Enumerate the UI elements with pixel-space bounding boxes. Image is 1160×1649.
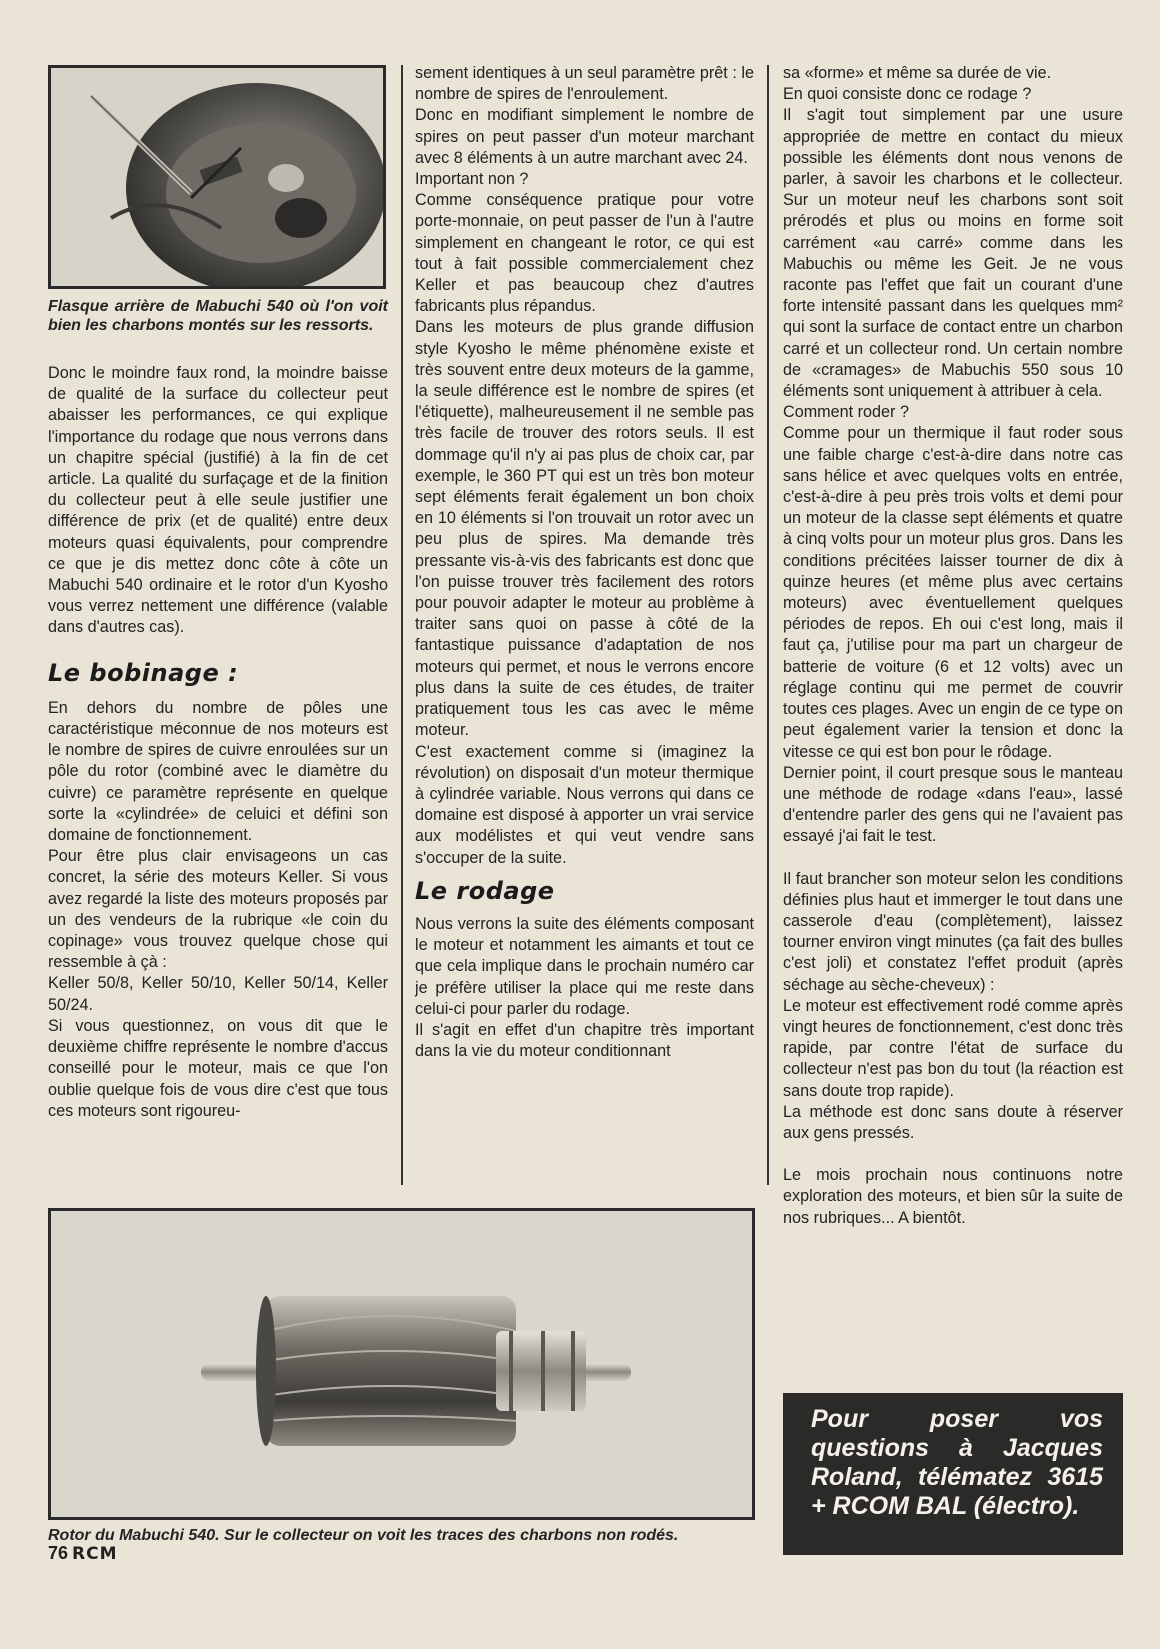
end-bell-caption: Flasque arrière de Mabuchi 540 où l'on voit bien les charbons montés sur les ressorts. [48, 298, 388, 334]
section-heading-rodage: Le rodage [415, 876, 555, 905]
paragraph: Nous verrons la suite des éléments composant le moteur et notamment les aimants et tout ce que cela implique dans le prochain numéro car je préfère utiliser la place qui me reste dans celui-ci pour parler du rodage. [415, 914, 754, 1018]
contact-info-box [783, 1393, 1123, 1555]
page-number: 76 [48, 1543, 69, 1563]
paragraph: Il s'agit tout simplement par une usure appropriée de mettre en contact du mieux possible les éléments dont nous venons de parler, à savoir les charbons et le collecteur. Sur un moteur neuf les charbons sont soit prérodés et plus ou moins en forme soit carrément «au carré» comme dans les Mabuchis ou même les Geit. Je ne vous raconte pas l'effet que fait un courant d'une forte intensité passant dans les quelques mm² qui sont la surface de contact entre un charbon carré et un collecteur rond. Un certain nombre de «cramages» de Mabuchis 550 sous 10 éléments sont uniquement à attribuer à cela. [783, 106, 1123, 401]
paragraph: Important non ? [415, 170, 529, 189]
paragraph: C'est exactement comme si (imaginez la révolution) on disposait d'un moteur thermique à cylindrée variable. Nous verrons qui dans ce domaine est disposé à apporter un vrai service aux modélistes et qui veut vendre sans s'occuper de la suite. [415, 742, 754, 867]
paragraph: Le moteur est effectivement rodé comme après vingt heures de fonctionnement, c'est donc très rapide, par contre l'état de surface du collecteur n'est pas bon du tout (la réaction est sans doute trop rapide). [783, 996, 1123, 1100]
column-2 [415, 63, 754, 1062]
paragraph: Il faut brancher son moteur selon les conditions définies plus haut et immerger le tout dans une casserole d'eau (complètement), laissez tourner environ vingt minutes (ça fait des bulles c'est joli) et constatez l'effet produit (après séchage au sèche-cheveux) : [783, 869, 1123, 994]
paragraph: Dernier point, il court presque sous le manteau une méthode de rodage «dans l'eau», lassé d'entendre parler des gens qui ne l'avaient pas essayé j'ai fait le test. [783, 763, 1123, 846]
rotor-photo [48, 1208, 755, 1520]
spacer [783, 848, 1123, 869]
contact-info-text: Pour poser vos questions à Jacques Roland, télématez 3615 + RCOM BAL (électro). [811, 1405, 1103, 1520]
end-bell-image [51, 68, 383, 286]
paragraph: En quoi consiste donc ce rodage ? [783, 85, 1032, 104]
rotor-image [51, 1211, 752, 1517]
magazine-logo: RCM [72, 1544, 118, 1564]
paragraph: Comme conséquence pratique pour votre porte-monnaie, on peut passer de l'un à l'autre simplement en changeant le rotor, ce qui est tout à fait possible commercialement chez Keller et pas beaucoup chez d'autres fabricants plus répandus. [415, 191, 754, 316]
paragraph: Donc en modifiant simplement le nombre de spires on peut passer d'un moteur marchant avec 8 éléments à un autre marchant avec 24. [415, 106, 754, 167]
paragraph: Comme pour un thermique il faut roder sous une faible charge c'est-à-dire dans notre cas sans hélice et avec quelques volts en entrée, c'est-à-dire à peu près trois volts et demi pour un moteur de la classe sept éléments et quatre à cinq volts pour un moteur plus gros. Dans les conditions précitées laisser tourner de dix à quinze heures (et même plus avec certains moteurs) avec éventuellement quelques périodes de repos. Eh oui c'est long, mais il faut ça, j'utilise pour ma part un chargeur de batterie de voiture (6 et 12 volts) avec un réglage continu qui me permet de couvrir toutes ces plages. Avec un engin de ce type on peut également varier la tension et donc la vitesse ce qui est bon pour le rôdage. [783, 424, 1123, 761]
column-1 [48, 363, 388, 1122]
paragraph: Le mois prochain nous continuons notre exploration des moteurs, et bien sûr la suite de nos rubriques... A bientôt. [783, 1166, 1123, 1227]
spacer [783, 1144, 1123, 1165]
paragraph: sa «forme» et même sa durée de vie. [783, 64, 1052, 82]
paragraph: La méthode est donc sans doute à réserver aux gens pressés. [783, 1102, 1123, 1142]
paragraph: sement identiques à un seul paramètre prêt : le nombre de spires de l'enroulement. [415, 64, 754, 104]
section-heading-bobinage: Le bobinage : [48, 658, 239, 687]
rotor-caption: Rotor du Mabuchi 540. Sur le collecteur on voit les traces des charbons non rodés. [48, 1527, 679, 1544]
page-footer [48, 1543, 118, 1564]
paragraph: Il s'agit en effet d'un chapitre très important dans la vie du moteur conditionnant [415, 1020, 754, 1061]
paragraph: Donc le moindre faux rond, la moindre baisse de qualité de la surface du collecteur peut abaisser les performances, ce qui explique l'importance du rodage que nous verrons dans un chapitre spécial (justifié) à la fin de cet article. La qualité du surfaçage et de la finition du collecteur peut à elle seule justifier une différence de prix (et de qualité) entre deux moteurs quasi équivalents, pour comprendre ce que je dis mettez donc côte à côte un Mabuchi 540 ordinaire et le rotor d'un Kyosho vous verrez nettement une différence (valable dans d'autres cas). [48, 364, 388, 637]
paragraph: En dehors du nombre de pôles une caractéristique méconnue de nos moteurs est le nombre de spires de cuivre enroulées sur un pôle du rotor (combiné avec le diamètre du cuivre) ce paramètre représente en quelque sorte la «cylindrée» de celuici et défini son domaine de fonctionnement. [48, 698, 388, 845]
paragraph: Keller 50/8, Keller 50/10, Keller 50/14, Keller 50/24. [48, 974, 388, 1014]
end-bell-photo [48, 65, 386, 289]
column-divider [401, 65, 403, 1185]
paragraph: Dans les moteurs de plus grande diffusion style Kyosho le même phénomène existe et très souvent entre deux moteurs de la gamme, la seule différence est le nombre de spires (et l'étiquette), malheureusement il ne semble pas très facile de trouver des rotors seuls. Il est dommage qu'il n'y ai pas plus de choix car, par exemple, le 360 PT qui est un très bon moteur sept éléments ferait également un bon choix en 10 éléments si l'on trouvait un rotor avec un peu plus de spires. Ma demande très pressante vis-à-vis des fabricants est donc que l'on puisse trouver très facilement des rotors pour pouvoir adapter le moteur au problème à traiter sans quoi on passe à côté de la fantastique puissance d'adaptation de nos moteurs qui permet, et nous le verrons encore plus dans la suite de ces études, de traiter pratiquement tous les cas avec le même moteur. [415, 318, 754, 740]
column-3 [783, 63, 1123, 1229]
paragraph: Pour être plus clair envisageons un cas concret, la série des moteurs Keller. Si vous avez regardé la liste des moteurs proposés par un des vendeurs de la rubrique «le coin du copinage» vous trouvez quelque chose qui ressemble à çà : [48, 847, 388, 972]
paragraph: Comment roder ? [783, 403, 909, 422]
column-divider [767, 65, 769, 1185]
paragraph: Si vous questionnez, on vous dit que le deuxième chiffre représente le nombre d'accus conseillé pour le moteur, mais ce que l'on oublie quelque fois de vous dire c'est que tous ces moteurs sont rigoureu- [48, 1016, 388, 1120]
